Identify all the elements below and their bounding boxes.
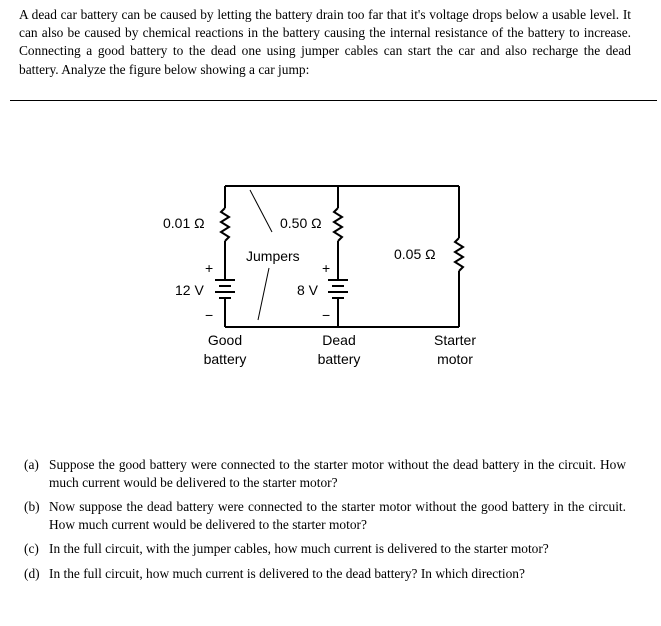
question-list [24, 456, 626, 589]
jumpers-label: Jumpers [246, 248, 300, 264]
question-text: In the full circuit, how much current is delivered to the dead battery? In which direction? [49, 565, 525, 581]
question-text: In the full circuit, with the jumper cables, how much current is delivered to the starter motor? [49, 541, 549, 556]
dead-minus-sign: − [322, 307, 331, 323]
question-label: (b) [24, 499, 40, 514]
starter-resistance-label: 0.05 Ω [394, 246, 436, 262]
starter-motor-label-2: motor [437, 351, 473, 367]
question-c [24, 540, 626, 558]
good-battery-label: Good [207, 332, 243, 348]
jumper-cable [250, 190, 272, 232]
good-voltage-label: 12 V [175, 282, 204, 298]
question-text: Suppose the good battery were connected to the starter motor without the dead battery in the circuit. How much current would be delivered to the starter motor? [49, 457, 626, 490]
question-label: (c) [24, 541, 39, 556]
dead-battery-label: Dead [322, 332, 356, 348]
dead-battery-label-2: battery [317, 351, 361, 367]
dead-resistance-label: 0.50 Ω [280, 215, 322, 231]
dead-voltage-label: 8 V [297, 282, 319, 298]
dead-plus-sign: + [322, 260, 331, 276]
problem-intro: A dead car battery can be caused by letting the battery drain too far that it's voltage drops below a usable level. It can also be caused by chemical reactions in the battery causing the internal resistance of the battery to increase. Connecting a good battery to the dead one using jumper cables can start the car and also recharge the dead battery. Analyze the figure below showing a car jump: [19, 7, 631, 77]
good-battery-resistor [221, 208, 229, 241]
good-battery-label-2: battery [203, 351, 247, 367]
starter-motor-label: Starter [433, 332, 477, 348]
dead-battery-resistor [334, 208, 342, 241]
question-label: (d) [24, 565, 40, 581]
good-plus-sign: + [205, 260, 214, 276]
good-minus-sign: − [205, 307, 214, 323]
good-resistance-label: 0.01 Ω [163, 215, 205, 231]
question-b [24, 498, 626, 533]
question-label: (a) [24, 457, 39, 472]
starter-resistor [455, 238, 463, 271]
question-text: Now suppose the dead battery were connected to the starter motor without the good battery in the circuit. How much current would be delivered to the starter motor? [49, 499, 626, 532]
question-d [24, 565, 626, 583]
question-a [24, 456, 626, 491]
